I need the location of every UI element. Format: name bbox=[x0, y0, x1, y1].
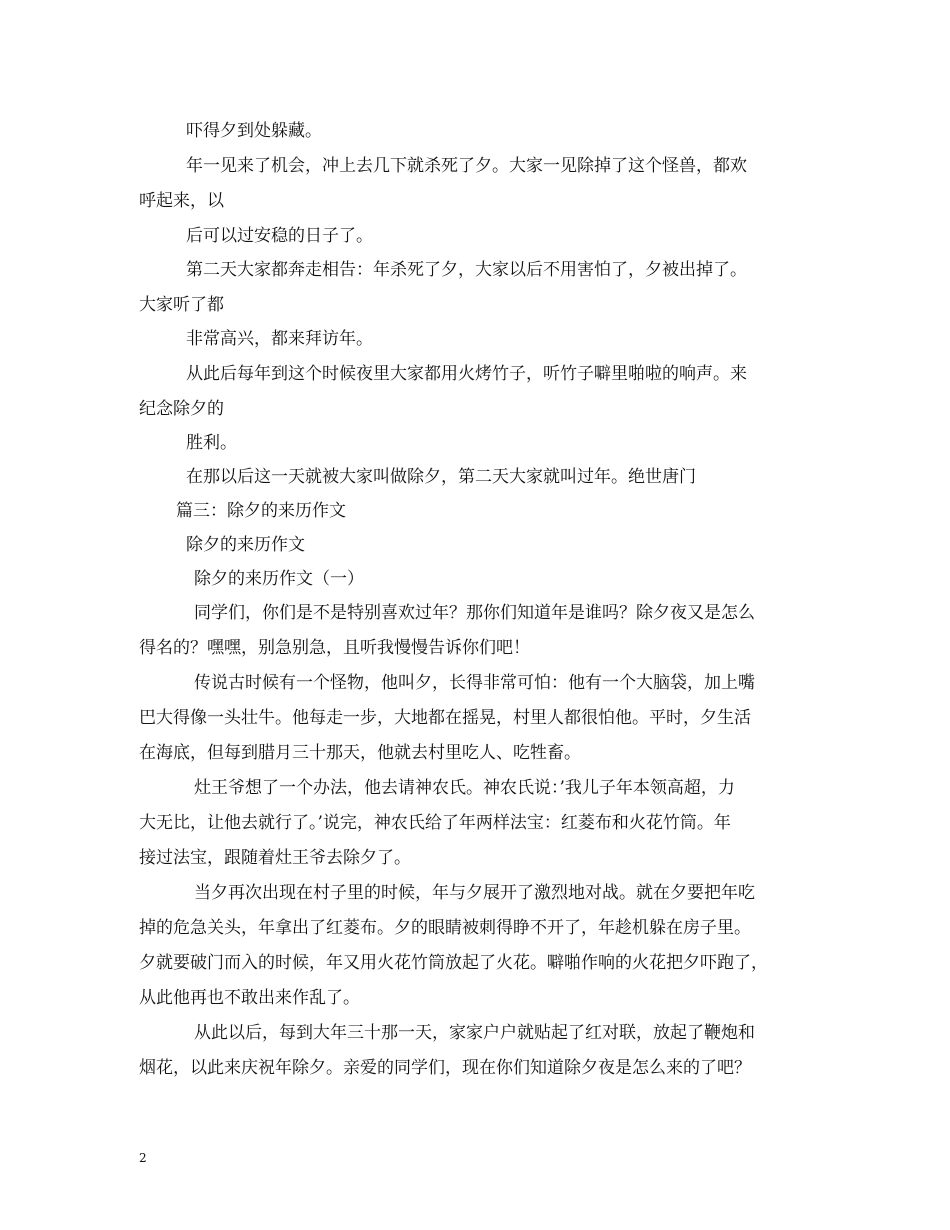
text-line: 吓得夕到处躲藏。 bbox=[186, 121, 322, 141]
text-line: 从此以后，每到大年三十那一天，家家户户就贴起了红对联，放起了鞭炮和 bbox=[194, 1023, 755, 1043]
text-line: 接过法宝，跟随着灶王爷去除夕了。 bbox=[139, 848, 411, 868]
text-line: 夕就要破门而入的时候，年又用火花竹筒放起了火花。噼啪作响的火花把夕吓跑了， bbox=[139, 953, 768, 973]
article-subtitle: 除夕的来历作文（一） bbox=[194, 569, 364, 589]
text-line: 烟花，以此来庆祝年除夕。亲爱的同学们，现在你们知道除夕夜是怎么来的了吧？ bbox=[139, 1058, 751, 1078]
text-line: 从此后每年到这个时候夜里大家都用火烤竹子，听竹子噼里啪啦的响声。来 bbox=[186, 364, 747, 384]
text-line: 大无比，让他去就行了。’说完，神农氏给了年两样法宝：红菱布和火花竹筒。年 bbox=[139, 813, 731, 833]
text-line: 当夕再次出现在村子里的时候，年与夕展开了激烈地对战。就在夕要把年吃 bbox=[194, 883, 755, 903]
text-line: 呼起来，以 bbox=[139, 191, 224, 211]
text-line: 灶王爷想了一个办法，他去请神农氏。神农氏说：’我儿子年本领高超，力 bbox=[194, 778, 735, 798]
text-line: 在海底，但每到腊月三十那天，他就去村里吃人、吃牲畜。 bbox=[139, 743, 581, 763]
text-line: 从此他再也不敢出来作乱了。 bbox=[139, 988, 360, 1008]
text-line: 第二天大家都奔走相告：年杀死了夕，大家以后不用害怕了，夕被出掉了。 bbox=[186, 260, 747, 280]
text-line: 胜利。 bbox=[186, 433, 237, 453]
section-heading: 篇三：除夕的来历作文 bbox=[176, 501, 346, 521]
article-title: 除夕的来历作文 bbox=[186, 535, 305, 555]
text-line: 后可以过安稳的日子了。 bbox=[186, 226, 373, 246]
text-line: 得名的？嘿嘿，别急别急，且听我慢慢告诉你们吧！ bbox=[139, 638, 530, 658]
text-line: 在那以后这一天就被大家叫做除夕，第二天大家就叫过年。绝世唐门 bbox=[186, 467, 696, 487]
text-line: 同学们，你们是不是特别喜欢过年？那你们知道年是谁吗？除夕夜又是怎么 bbox=[194, 603, 755, 623]
text-line: 年一见来了机会，冲上去几下就杀死了夕。大家一见除掉了这个怪兽，都欢 bbox=[186, 156, 747, 176]
page-number: 2 bbox=[139, 1151, 147, 1165]
text-line: 纪念除夕的 bbox=[139, 399, 224, 419]
text-line: 巴大得像一头壮牛。他每走一步，大地都在摇晃，村里人都很怕他。平时，夕生活 bbox=[139, 708, 751, 728]
text-line: 掉的危急关头，年拿出了红菱布。夕的眼睛被刺得睁不开了，年趁机躲在房子里。 bbox=[139, 918, 751, 938]
text-line: 传说古时候有一个怪物，他叫夕，长得非常可怕：他有一个大脑袋，加上嘴 bbox=[194, 673, 755, 693]
text-line: 大家听了都 bbox=[139, 295, 224, 315]
text-line: 非常高兴，都来拜访年。 bbox=[186, 329, 373, 349]
